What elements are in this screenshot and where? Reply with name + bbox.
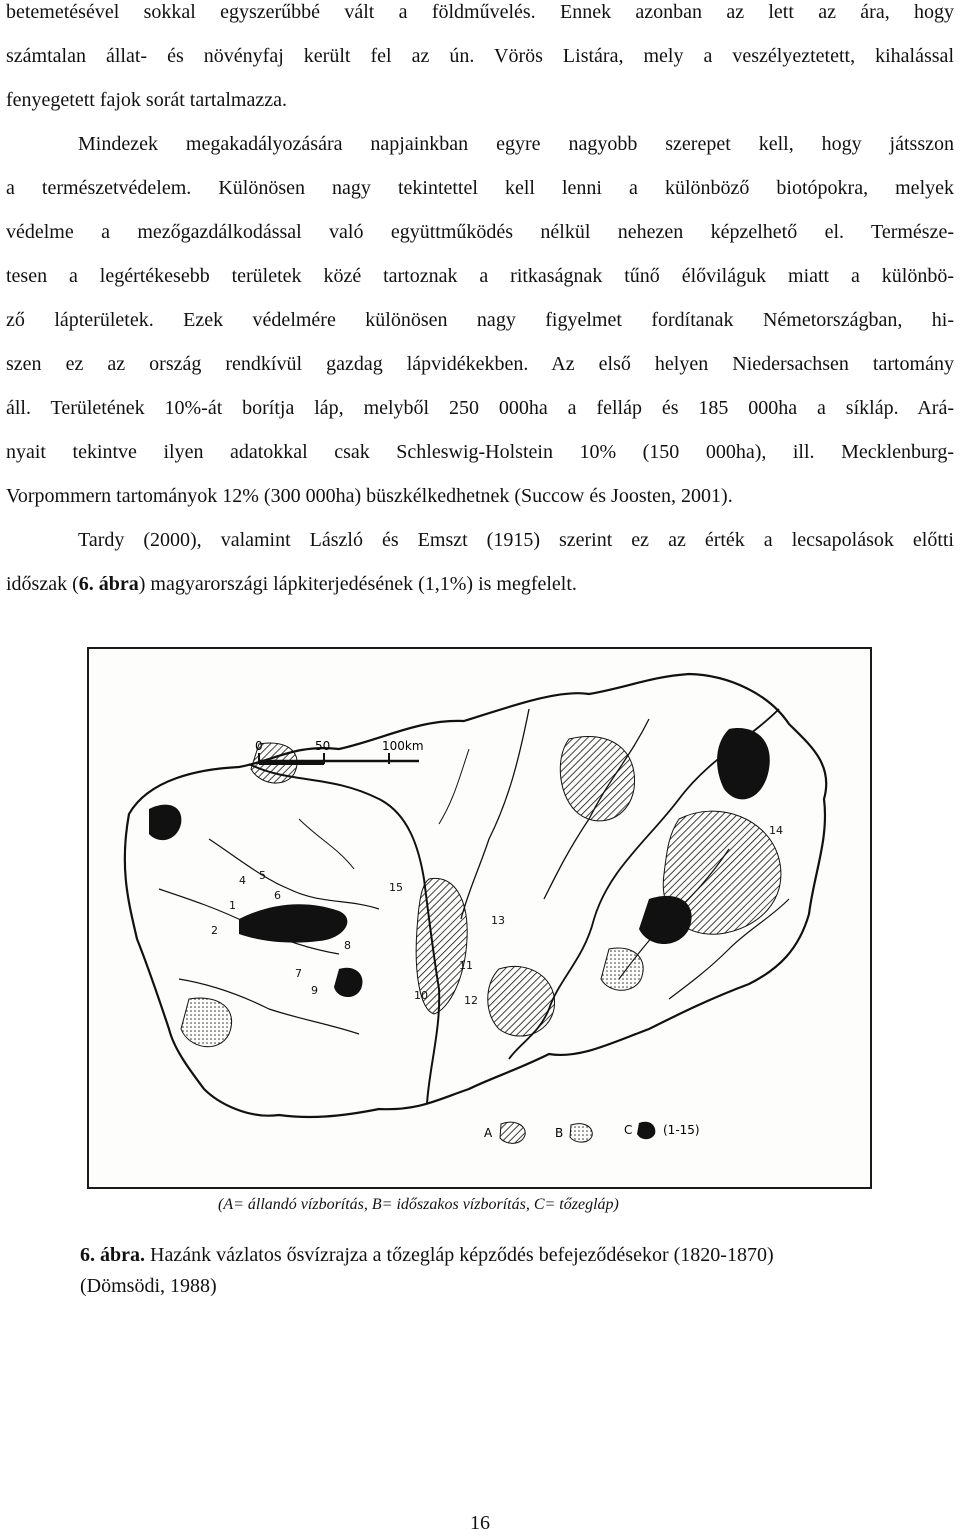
region-number-2: 2 [211, 924, 218, 937]
text-line: betemetésével sokkal egyszerűbbé vált a földművelés. Ennek azonban az lett az ára, hogy [6, 1, 954, 23]
region-number-6: 6 [274, 889, 281, 902]
scale-label-50: 50 [315, 739, 331, 753]
region-number-9: 9 [311, 984, 318, 997]
text-line: a természetvédelem. Különösen nagy tekintettel kell lenni a különböző biotópokra, melyek [6, 177, 954, 199]
text-line: nyait tekintve ilyen adatokkal csak Schleswig-Holstein 10% (150 000ha), ill. Mecklenburg- [6, 441, 954, 463]
region-number-5: 5 [259, 869, 266, 882]
text-line: védelme a mezőgazdálkodással való együttműködés nélkül nehezen képzelhető el. Természe- [6, 221, 954, 243]
legend-key-c: C [624, 1123, 633, 1137]
peat-bog-area [334, 968, 362, 997]
historic-hydrography-map [87, 647, 872, 1189]
text-line: tesen a legértékesebb területek közé tartoznak a ritkaságnak tűnő élőviláguk miatt a különbö- [6, 265, 954, 287]
river [461, 709, 529, 919]
caption-text: Hazánk vázlatos ősvízrajza a tőzegláp képződés befejeződésekor (1820-1870) [145, 1244, 774, 1266]
text-segment: ) magyarországi lápkiterjedésének (1,1%) is megfelelt. [138, 573, 577, 595]
permanent-water-area [601, 948, 643, 990]
scale-label-0: 0 [255, 739, 263, 753]
legend-swatch-c [637, 1122, 655, 1140]
region-number-1: 1 [229, 899, 236, 912]
legend-key-b: B [555, 1126, 564, 1140]
text-line: Mindezek megakadályozására napjainkban egyre nagyobb szerepet kell, hogy játsszon [78, 133, 954, 155]
text-line: Tardy (2000), valamint László és Emszt (1915) szerint ez az érték a lecsapolások előtti [78, 529, 954, 551]
peat-bog-area [717, 728, 770, 799]
region-number-14: 14 [769, 824, 783, 837]
region-number-10: 10 [414, 989, 428, 1002]
text-line: ző lápterületek. Ezek védelmére különösen nagy figyelmet fordítanak Németországban, hi- [6, 309, 954, 331]
figure-legend: (A= állandó vízborítás, B= időszakos vízborítás, C= tőzegláp) [218, 1196, 619, 1213]
region-number-8: 8 [344, 939, 351, 952]
region-number-3: 3 [745, 739, 752, 752]
text-line: Vorpommern tartományok 12% (300 000ha) büszkélkedhetnek (Succow és Joosten, 2001). [6, 485, 733, 507]
temporary-flooding-area [663, 811, 781, 934]
temporary-flooding-area [488, 966, 555, 1036]
text-line: számtalan állat- és növényfaj került fel az ún. Vörös Listára, mely a veszélyeztetett, kihalással [6, 45, 954, 67]
river [299, 819, 354, 869]
region-number-7: 7 [295, 967, 302, 980]
region-number-13: 13 [491, 914, 505, 927]
legend-swatch-a [500, 1122, 525, 1143]
text-line: szen ez az ország rendkívül gazdag lápvidékekben. Az első helyen Niedersachsen tartomány [6, 353, 954, 375]
peat-bog-area [149, 805, 181, 841]
scale-label-100km: 100km [382, 739, 424, 753]
page-number: 16 [470, 1512, 490, 1534]
legend-swatch-b [570, 1124, 592, 1142]
caption-source: (Dömsödi, 1988) [80, 1275, 217, 1297]
text-line: áll. Területének 10%-át borítja láp, melyből 250 000ha a felláp és 185 000ha a síkláp. Ará- [6, 397, 954, 419]
legend-range: (1-15) [663, 1123, 700, 1137]
region-number-4: 4 [239, 874, 246, 887]
legend-key-a: A [484, 1126, 493, 1140]
text-segment: időszak ( [6, 573, 79, 595]
region-number-12: 12 [464, 994, 478, 1007]
region-number-15: 15 [389, 881, 403, 894]
scale-bar-segment [259, 761, 324, 765]
text-line: fenyegetett fajok sorát tartalmazza. [6, 89, 287, 111]
temporary-flooding-area [560, 736, 634, 820]
body-text [6, 0, 954, 606]
river [439, 749, 469, 824]
permanent-water-area [181, 998, 232, 1047]
map-drawing [89, 649, 870, 1187]
caption-label: 6. ábra. [80, 1244, 145, 1266]
lake-balaton [239, 904, 347, 942]
text-line [6, 562, 628, 606]
region-number-11: 11 [459, 959, 473, 972]
figure-reference: 6. ábra [78, 573, 139, 595]
figure-caption [80, 1240, 960, 1302]
